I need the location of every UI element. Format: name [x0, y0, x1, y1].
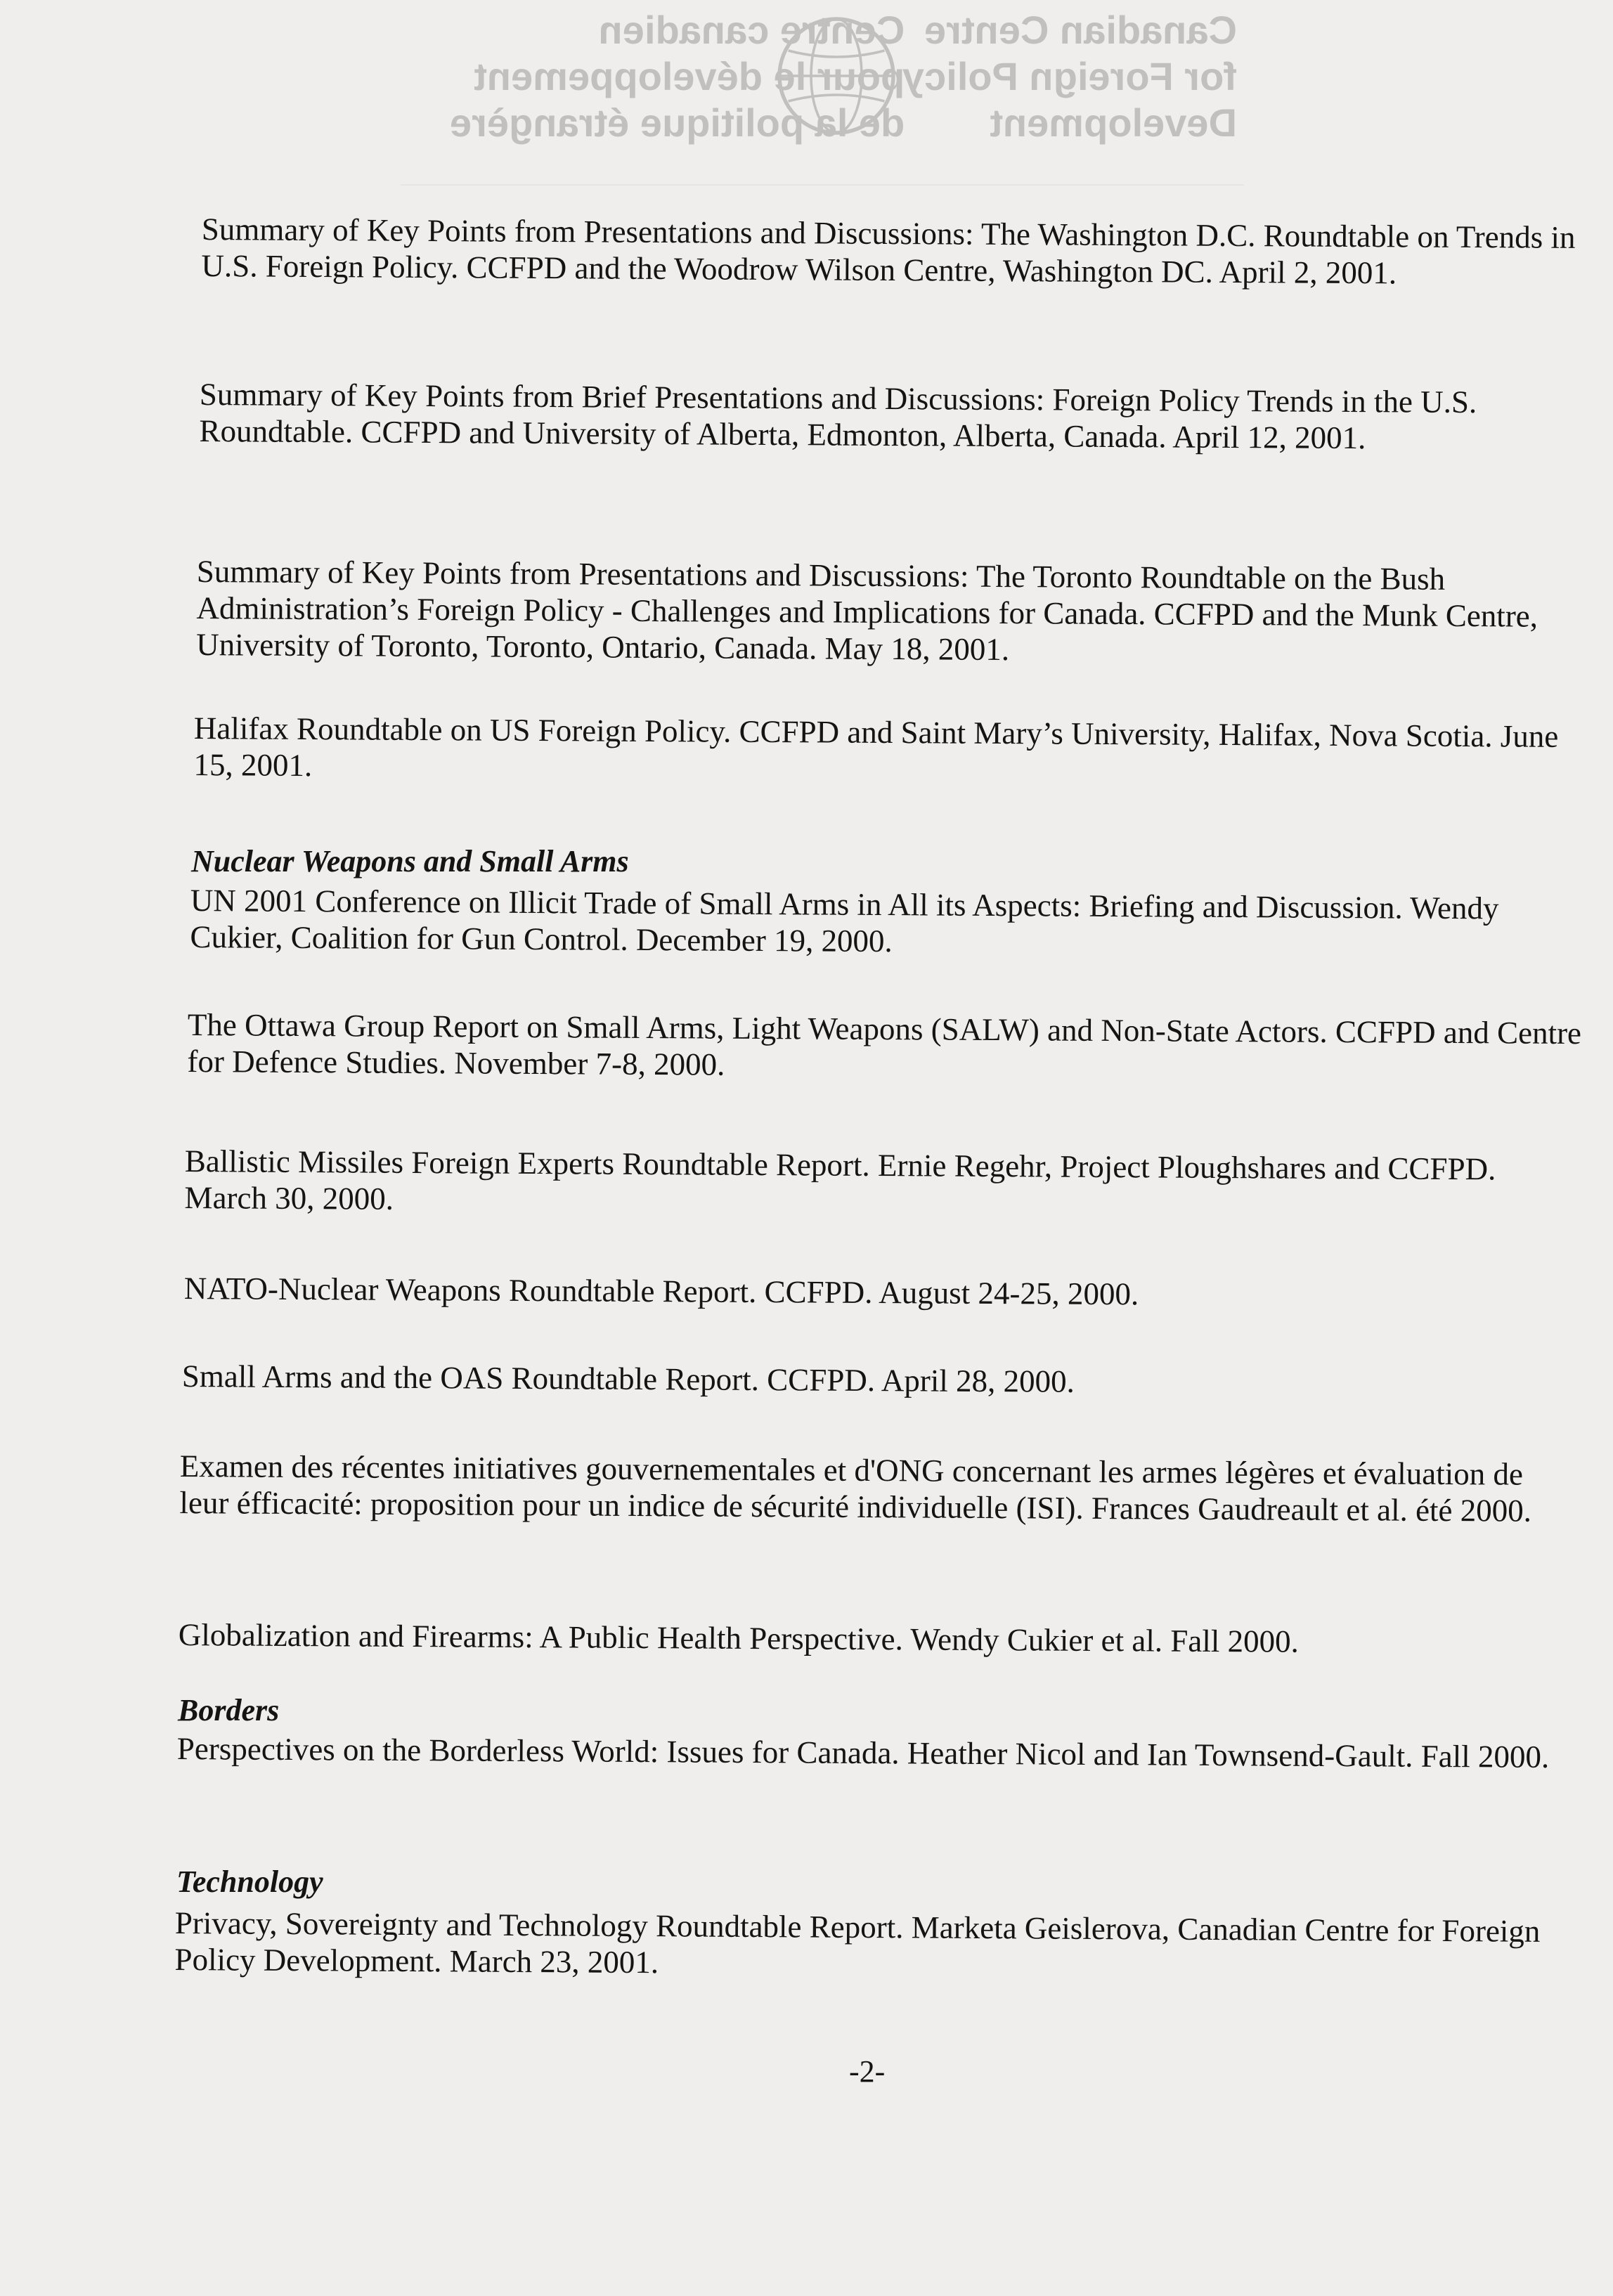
- letterhead-line: pour le développement: [474, 54, 905, 98]
- section-heading-technology: Technology: [176, 1864, 323, 1899]
- reference-entry: Small Arms and the OAS Roundtable Report. CCFPD. April 28, 2000.: [181, 1358, 1075, 1399]
- letterhead-rule: [401, 184, 1244, 186]
- letterhead-line: Development: [990, 100, 1237, 145]
- letterhead-english: [902, 7, 1237, 146]
- reference-entry: The Ottawa Group Report on Small Arms, Light Weapons (SALW) and Non-State Actors. CCFPD and Centre for Defence Studies. November 7-8, 2000.: [187, 1007, 1582, 1082]
- reference-entry: Summary of Key Points from Brief Presentations and Discussions: Foreign Policy Trends in the U.S. Roundtable. CCFPD and University of Alberta, Edmonton, Alberta, Canada. April 12, 2001.: [199, 377, 1477, 456]
- reference-entry: Examen des récentes initiatives gouvernementales et d'ONG concernant les armes légères et évaluation de leur éfficacité: proposition pour un indice de sécurité individuelle (ISI). Frances Gaudreault et al. été 2000.: [179, 1448, 1532, 1529]
- bleed-through-letterhead: [422, 0, 1265, 183]
- reference-entry: Summary of Key Points from Presentations and Discussions: The Toronto Roundtable on the Bush Administration’s Foreign Policy - Challenges and Implications for Canada. CCFPD and the Munk Centre, University of Toronto, Toronto, Ontario, Canada. May 18, 2001.: [196, 554, 1538, 668]
- section-heading-borders: Borders: [178, 1693, 280, 1727]
- reference-entry: Summary of Key Points from Presentations and Discussions: The Washington D.C. Roundtable on Trends in U.S. Foreign Policy. CCFPD and the Woodrow Wilson Centre, Washington DC. April 2, 2001.: [201, 211, 1576, 291]
- letterhead-line: Canadian Centre: [924, 8, 1237, 52]
- reference-entry: Perspectives on the Borderless World: Issues for Canada. Heather Nicol and Ian Townsend-Gault. Fall 2000.: [176, 1731, 1550, 1775]
- reference-entry: Privacy, Sovereignty and Technology Roundtable Report. Marketa Geislerova, Canadian Centre for Foreign Policy Development. March 23, 2001.: [174, 1905, 1541, 1980]
- letterhead-line: de la politique étrangère: [450, 100, 905, 145]
- section-heading-nuclear: Nuclear Weapons and Small Arms: [191, 844, 629, 878]
- reference-entry: NATO-Nuclear Weapons Roundtable Report. CCFPD. August 24-25, 2000.: [183, 1271, 1139, 1312]
- page-number: -2-: [849, 2054, 886, 2089]
- letterhead-line: for Foreign Policy: [902, 54, 1237, 98]
- reference-entry: Globalization and Firearms: A Public Health Perspective. Wendy Cukier et al. Fall 2000.: [178, 1617, 1299, 1659]
- letterhead-line: Centre canadien: [598, 8, 905, 52]
- reference-entry: UN 2001 Conference on Illicit Trade of Small Arms in All its Aspects: Briefing and Discussion. Wendy Cukier, Coalition for Gun Control. December 19, 2000.: [190, 883, 1499, 959]
- letterhead-french: [450, 7, 905, 146]
- reference-entry: Ballistic Missiles Foreign Experts Roundtable Report. Ernie Regehr, Project Ploughshares and CCFPD. March 30, 2000.: [184, 1143, 1496, 1217]
- reference-entry: Halifax Roundtable on US Foreign Policy. CCFPD and Saint Mary’s University, Halifax, Nova Scotia. June 15, 2001.: [193, 711, 1559, 784]
